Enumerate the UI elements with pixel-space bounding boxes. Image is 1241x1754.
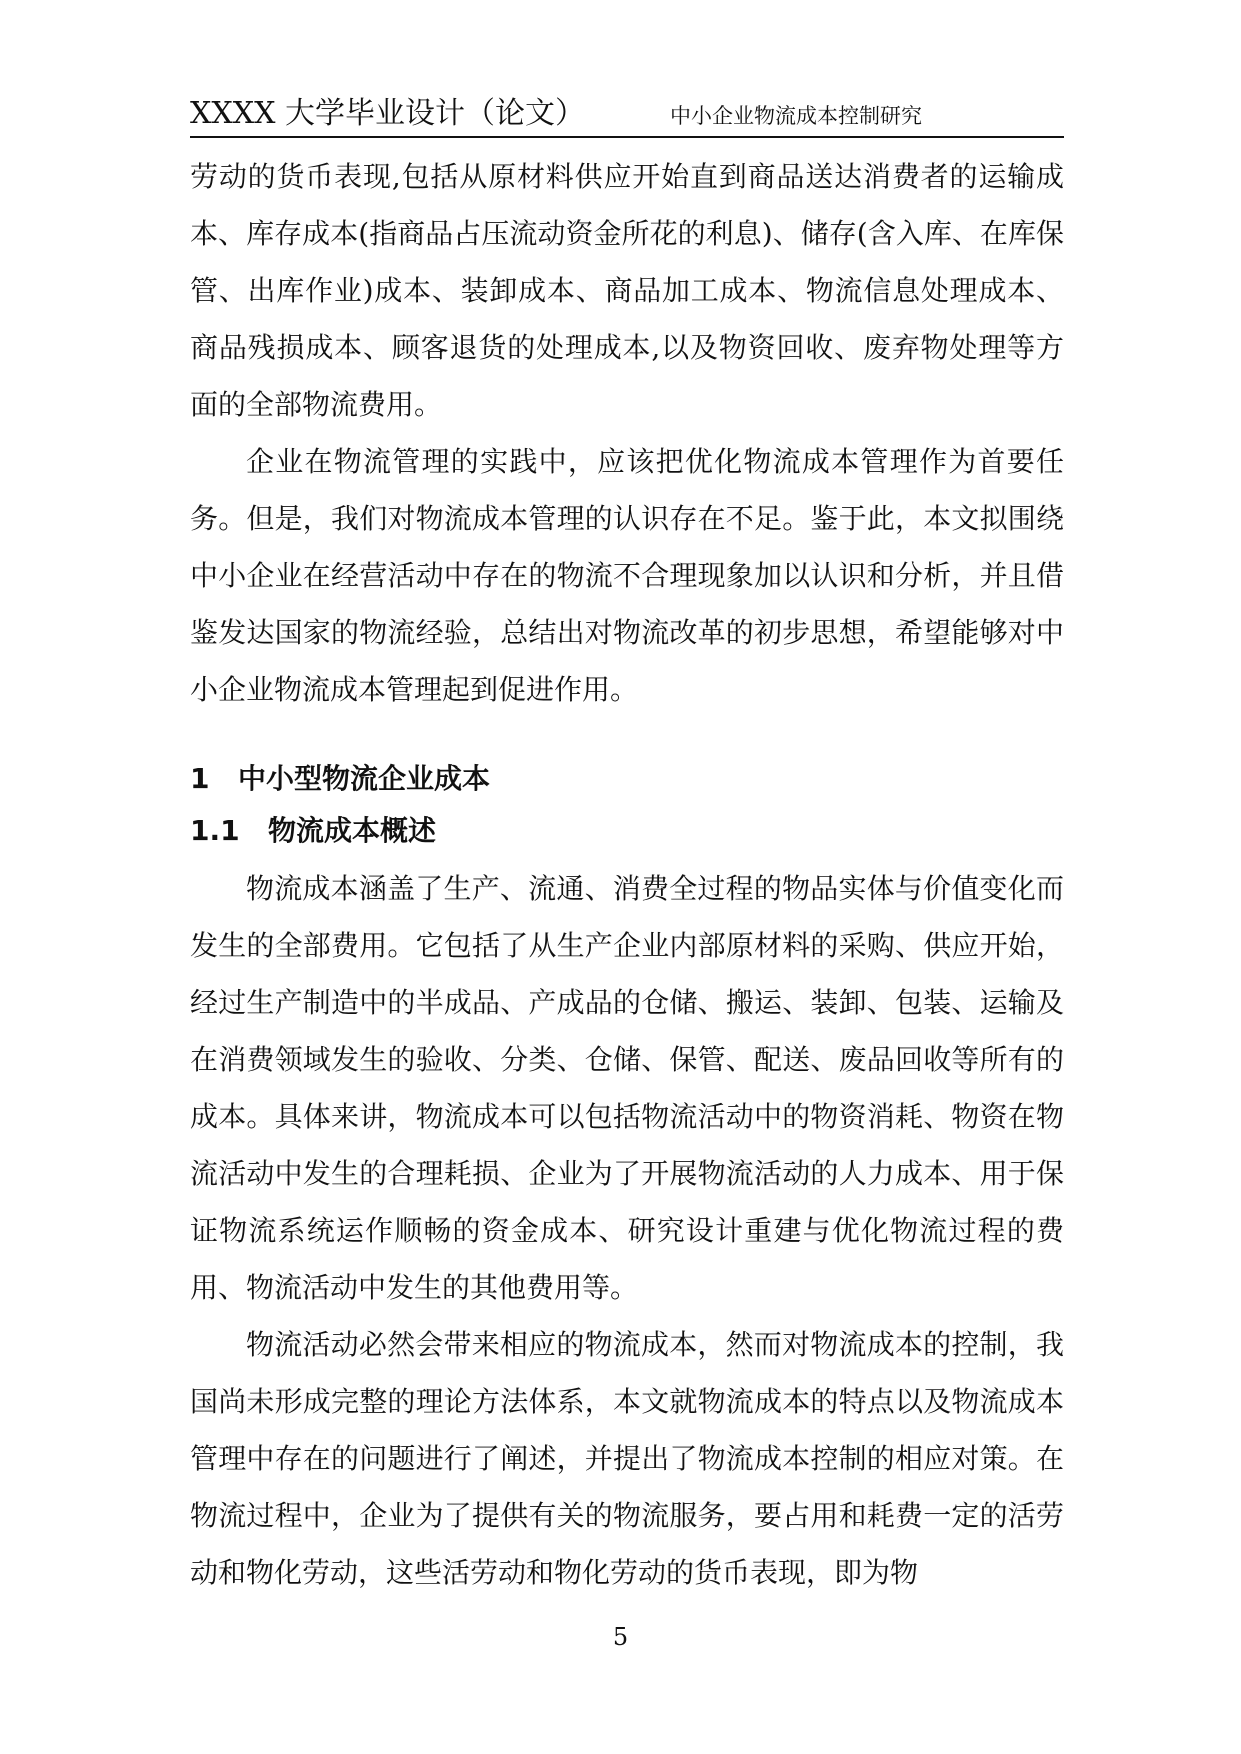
- header-thesis-title: 中小企业物流成本控制研究: [670, 104, 922, 128]
- body-paragraph: 物流活动必然会带来相应的物流成本，然而对物流成本的控制，我国尚未形成完整的理论方法体系，本文就物流成本的特点以及物流成本管理中存在的问题进行了阐述，并提出了物流成本控制的相应对策。在物流过程中，企业为了提供有关的物流服务，要占用和耗费一定的活劳动和物化劳动，这些活劳动和物化劳动的货币表现，即为物: [190, 1328, 1064, 1589]
- section-heading-1: [190, 754, 1064, 804]
- subsection-title: 物流成本概述: [268, 814, 437, 847]
- spacer: [190, 718, 1064, 754]
- section-number: 1: [190, 762, 210, 795]
- body-paragraph: 企业在物流管理的实践中，应该把优化物流成本管理作为首要任务。但是，我们对物流成本管理的认识存在不足。鉴于此，本文拟围绕中小企业在经营活动中存在的物流不合理现象加以认识和分析，并且借鉴发达国家的物流经验，总结出对物流改革的初步思想，希望能够对中小企业物流成本管理起到促进作用。: [190, 445, 1064, 706]
- body-paragraph: 物流成本涵盖了生产、流通、消费全过程的物品实体与价值变化而发生的全部费用。它包括了从生产企业内部原材料的采购、供应开始，经过生产制造中的半成品、产成品的仓储、搬运、装卸、包装、运输及在消费领域发生的验收、分类、仓储、保管、配送、废品回收等所有的成本。具体来讲，物流成本可以包括物流活动中的物资消耗、物资在物流活动中发生的合理耗损、企业为了开展物流活动的人力成本、用于保证物流系统运作顺畅的资金成本、研究设计重建与优化物流过程的费用、物流活动中发生的其他费用等。: [190, 872, 1064, 1304]
- section-title: 中小型物流企业成本: [238, 762, 491, 795]
- page-body: [190, 148, 1064, 1601]
- header-university-title: XXXX 大学毕业设计（论文）: [190, 96, 585, 131]
- page-header: [190, 96, 1064, 138]
- section-heading-1-1: [190, 804, 1064, 858]
- body-paragraph-continued: 劳动的货币表现,包括从原材料供应开始直到商品送达消费者的运输成本、库存成本(指商品占压流动资金所花的利息)、储存(含入库、在库保管、出库作业)成本、装卸成本、商品加工成本、物流信息处理成本、商品残损成本、顾客退货的处理成本,以及物资回收、废弃物处理等方面的全部物流费用。: [190, 160, 1064, 421]
- subsection-number: 1.1: [190, 814, 240, 847]
- page-number: 5: [612, 1623, 629, 1651]
